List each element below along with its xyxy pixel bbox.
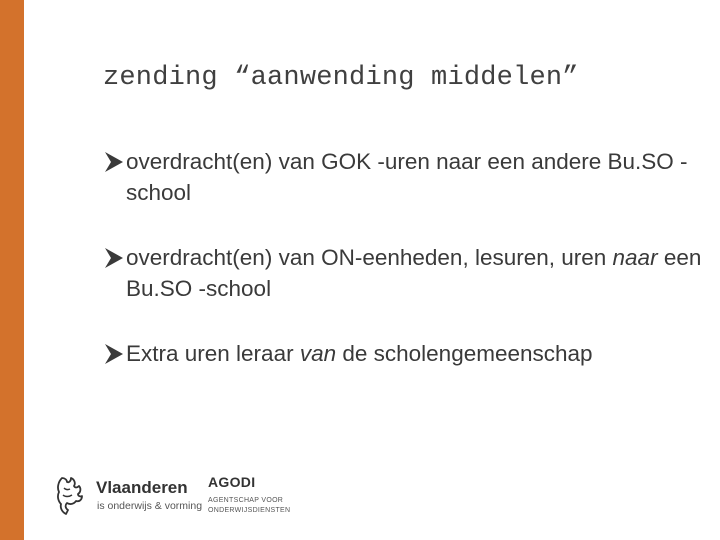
agodi-subtitle-line1: AGENTSCHAP VOOR: [208, 497, 284, 504]
arrow-bullet-icon: [104, 247, 124, 269]
bullet-text: overdracht(en) van GOK -uren naar een andere Bu.SO -school: [126, 149, 688, 205]
bullet-text: Extra uren leraar: [126, 341, 300, 366]
bullet-item-3: [104, 338, 704, 369]
bullet-emphasis: van: [299, 341, 337, 366]
flemish-lion-icon: [52, 474, 86, 516]
slide-title: zending “aanwending middelen”: [103, 63, 579, 93]
vlaanderen-logo-text: Vlaanderen: [96, 478, 188, 497]
bullet-text: een Bu.SO -school: [126, 245, 702, 301]
agodi-logo-text: AGODI: [208, 474, 256, 490]
bullet-text: de scholengemeenschap: [336, 341, 593, 366]
bullet-item-1: [104, 146, 704, 208]
arrow-bullet-icon: [104, 151, 124, 173]
accent-side-bar: [0, 0, 24, 540]
bullet-emphasis: naar: [612, 245, 658, 270]
bullet-text: overdracht(en) van ON-eenheden, lesuren, uren: [126, 245, 613, 270]
bullet-item-2: [104, 242, 704, 304]
footer-logos: [52, 470, 302, 530]
bullet-list: [104, 146, 704, 369]
agodi-subtitle-line2: ONDERWIJSDIENSTEN: [208, 507, 291, 514]
arrow-bullet-icon: [104, 343, 124, 365]
vlaanderen-logo-subtitle: is onderwijs & vorming: [97, 500, 203, 512]
